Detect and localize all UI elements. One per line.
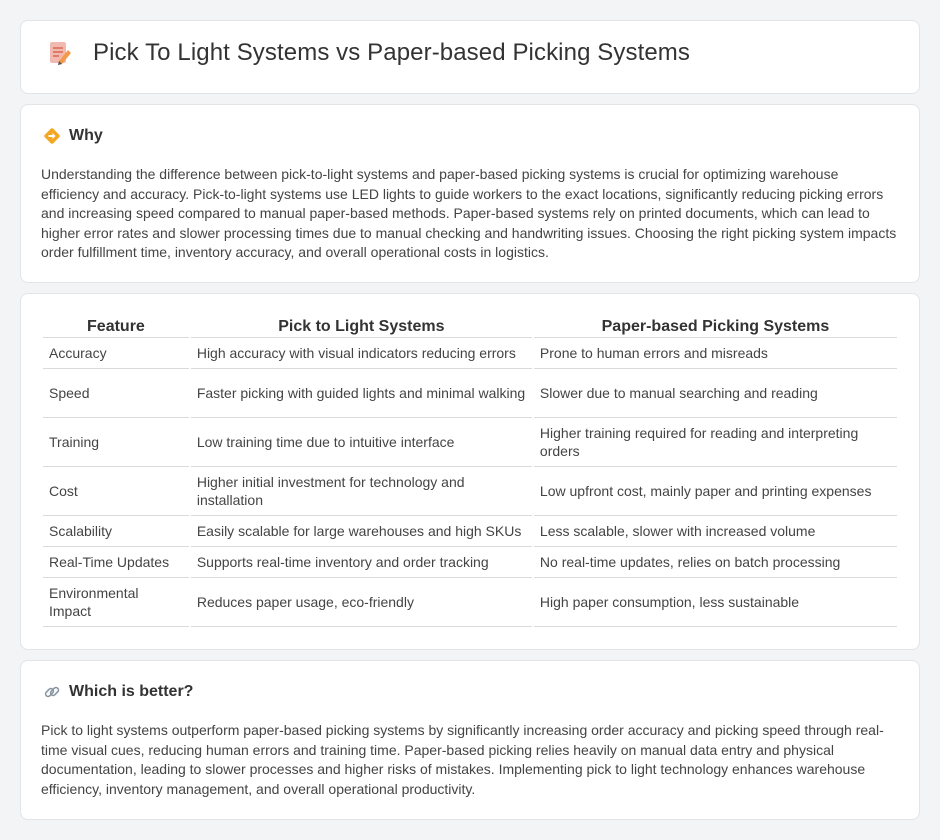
table-row bbox=[43, 547, 897, 578]
feature-cell: Training bbox=[43, 418, 189, 467]
title-card bbox=[20, 20, 920, 94]
document-pencil-icon bbox=[45, 39, 73, 67]
table-row bbox=[43, 467, 897, 516]
page-title: Pick To Light Systems vs Paper-based Picking Systems bbox=[93, 39, 690, 66]
direction-sign-icon bbox=[43, 127, 61, 145]
paper-based-cell: Prone to human errors and misreads bbox=[534, 338, 897, 369]
paper-based-cell: Slower due to manual searching and reading bbox=[534, 369, 897, 418]
feature-cell: Environmental Impact bbox=[43, 578, 189, 627]
table-header-row bbox=[43, 316, 897, 338]
header-pick-to-light: Pick to Light Systems bbox=[191, 316, 532, 338]
table-row bbox=[43, 578, 897, 627]
pick-to-light-cell: Faster picking with guided lights and minimal walking bbox=[191, 369, 532, 418]
better-text: Pick to light systems outperform paper-based picking systems by significantly increasing order accuracy and picking speed through real-time visual cues, reducing human errors and training time. Paper-based picking relies heavily on manual data entry and physical documentation, leading to slower processes and higher risks of mistakes. Implementing pick to light technology enhances warehouse efficiency, inventory management, and overall operational productivity. bbox=[41, 722, 884, 797]
feature-cell: Scalability bbox=[43, 516, 189, 547]
link-icon bbox=[43, 683, 61, 701]
title-row bbox=[45, 39, 690, 67]
table-row bbox=[43, 369, 897, 418]
why-text: Understanding the difference between pick-to-light systems and paper-based picking systems is crucial for optimizing warehouse efficiency and accuracy. Pick-to-light systems use LED lights to guide workers to the exact locations, significantly reducing picking errors and increasing speed compared to manual paper-based methods. Paper-based systems rely on printed documents, which can lead to higher error rates and slower processing times due to manual checking and handwriting issues. Choosing the right picking system impacts order fulfillment time, inventory accuracy, and overall operational costs in logistics. bbox=[41, 166, 897, 260]
paper-based-cell: High paper consumption, less sustainable bbox=[534, 578, 897, 627]
paper-based-cell: Higher training required for reading and interpreting orders bbox=[534, 418, 897, 467]
paper-based-cell: No real-time updates, relies on batch processing bbox=[534, 547, 897, 578]
feature-cell: Cost bbox=[43, 467, 189, 516]
pick-to-light-cell: Low training time due to intuitive interface bbox=[191, 418, 532, 467]
pick-to-light-cell: Supports real-time inventory and order tracking bbox=[191, 547, 532, 578]
pick-to-light-cell: Easily scalable for large warehouses and high SKUs bbox=[191, 516, 532, 547]
header-feature: Feature bbox=[43, 316, 189, 338]
feature-cell: Real-Time Updates bbox=[43, 547, 189, 578]
pick-to-light-cell: Higher initial investment for technology and installation bbox=[191, 467, 532, 516]
comparison-table bbox=[41, 316, 899, 627]
why-heading: Why bbox=[69, 127, 103, 144]
pick-to-light-cell: High accuracy with visual indicators reducing errors bbox=[191, 338, 532, 369]
why-heading-row bbox=[43, 127, 103, 145]
feature-cell: Speed bbox=[43, 369, 189, 418]
paper-based-cell: Less scalable, slower with increased volume bbox=[534, 516, 897, 547]
feature-cell: Accuracy bbox=[43, 338, 189, 369]
header-paper-based: Paper-based Picking Systems bbox=[534, 316, 897, 338]
table-row bbox=[43, 516, 897, 547]
why-card bbox=[20, 104, 920, 283]
better-heading: Which is better? bbox=[69, 683, 194, 700]
table-row bbox=[43, 418, 897, 467]
better-heading-row bbox=[43, 683, 193, 701]
paper-based-cell: Low upfront cost, mainly paper and printing expenses bbox=[534, 467, 897, 516]
pick-to-light-cell: Reduces paper usage, eco-friendly bbox=[191, 578, 532, 627]
table-row bbox=[43, 338, 897, 369]
better-card bbox=[20, 660, 920, 820]
comparison-card bbox=[20, 293, 920, 650]
